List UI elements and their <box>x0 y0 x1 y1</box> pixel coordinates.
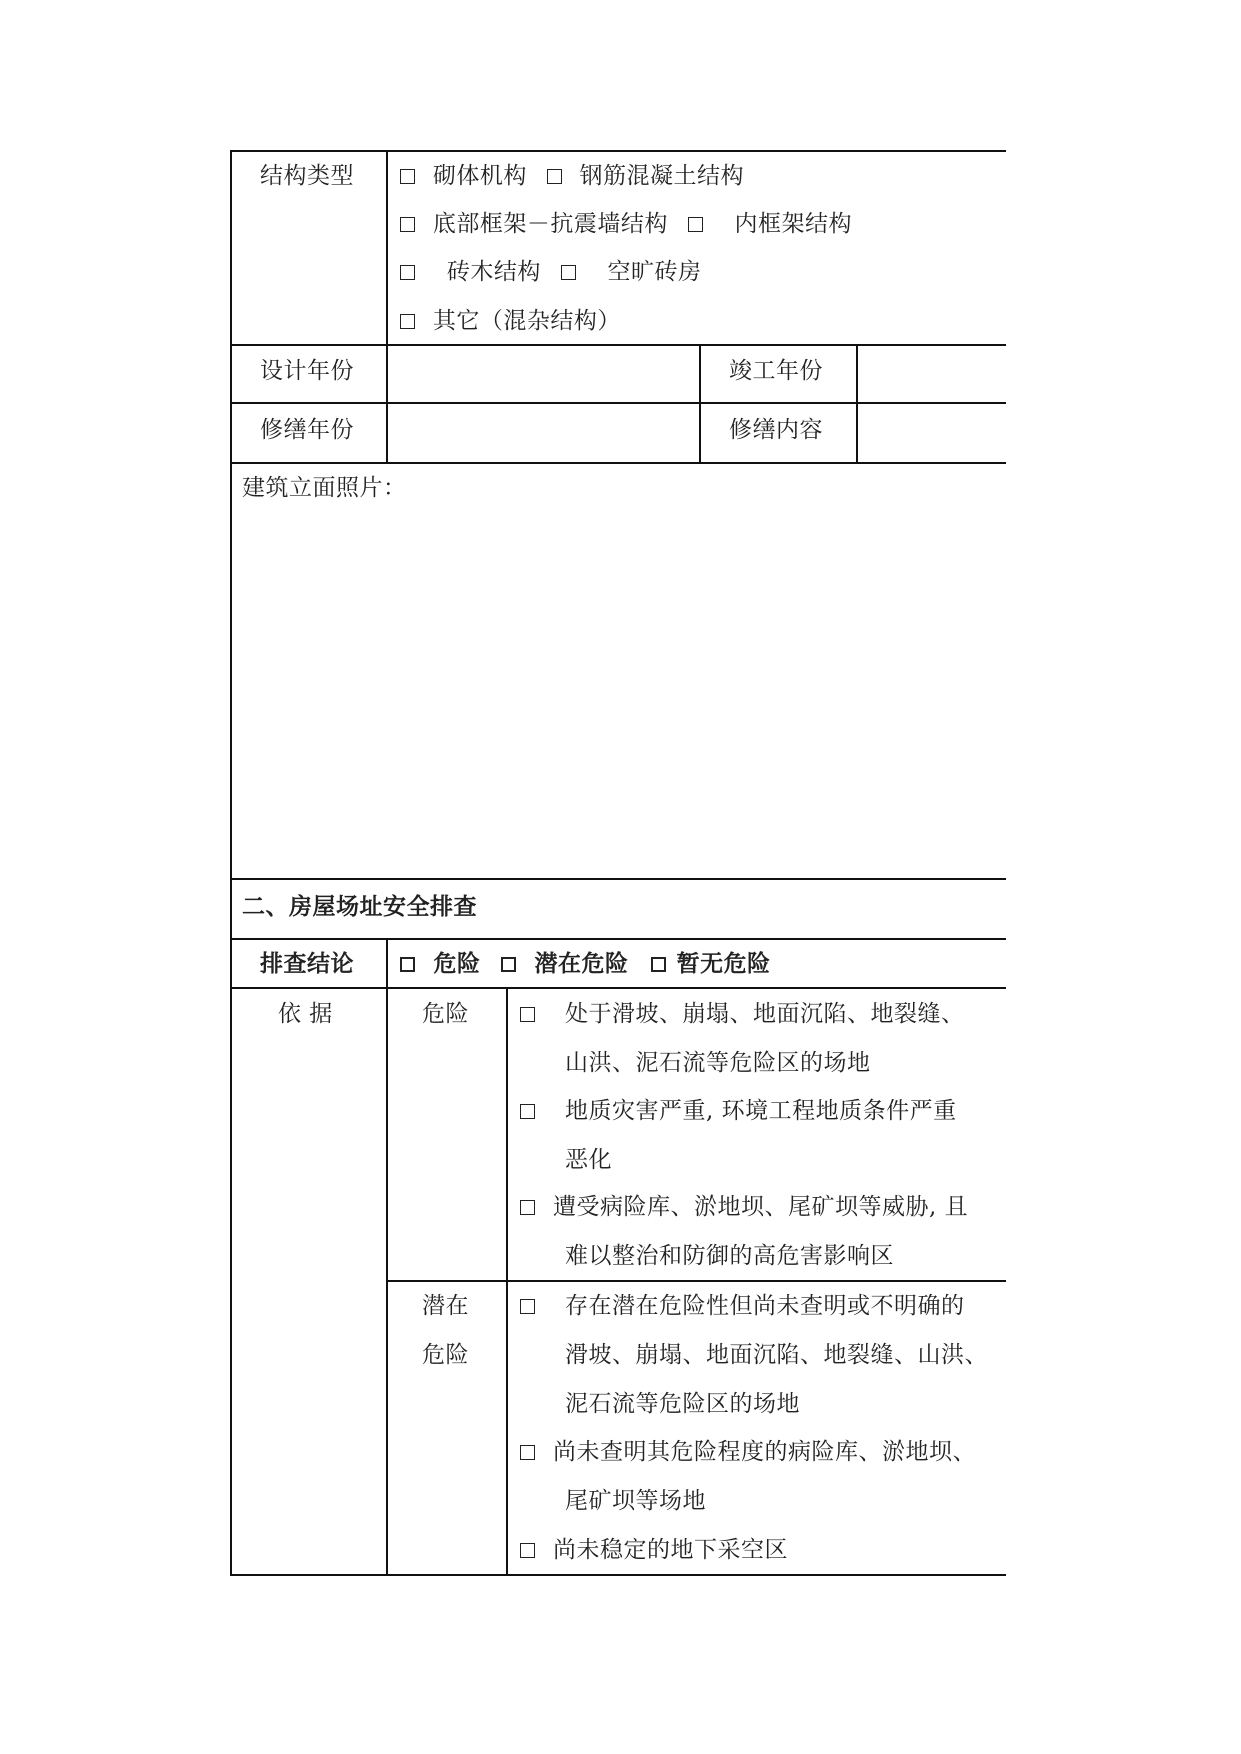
checkbox-danger-item-1[interactable] <box>520 1007 535 1022</box>
danger-item-3-line-1: 遭受病险库、淤地坝、尾矿坝等威胁, 且 <box>553 1194 969 1220</box>
danger-item-2-line-1: 地质灾害严重, 环境工程地质条件严重 <box>565 1098 957 1124</box>
design-year-label: 设计年份 <box>260 358 354 384</box>
table-rule-section-bottom <box>230 938 1006 940</box>
table-rule-danger-bottom <box>387 1280 1006 1282</box>
checkbox-potential-item-3[interactable] <box>520 1543 535 1558</box>
table-col-divider-2 <box>699 344 701 462</box>
checkbox-conclusion-none[interactable] <box>651 957 666 972</box>
checkbox-bottom-frame[interactable] <box>400 217 415 232</box>
checkbox-potential-item-2[interactable] <box>520 1445 535 1460</box>
option-inner-frame: 内框架结构 <box>734 211 852 237</box>
table-rule-bottom <box>230 1574 1006 1576</box>
table-rule-photo-bottom <box>230 878 1006 880</box>
danger-item-2-line-2: 恶化 <box>565 1147 612 1173</box>
potential-danger-label-line-2: 危险 <box>422 1342 469 1368</box>
checkbox-masonry[interactable] <box>400 169 415 184</box>
option-other-mixed: 其它（混杂结构） <box>432 308 621 334</box>
structure-type-label: 结构类型 <box>260 163 354 189</box>
checkbox-danger-item-2[interactable] <box>520 1104 535 1119</box>
danger-item-1-line-1: 处于滑坡、崩塌、地面沉陷、地裂缝、 <box>565 1001 965 1027</box>
option-brick-wood: 砖木结构 <box>446 259 541 285</box>
completion-year-label: 竣工年份 <box>729 358 823 384</box>
repair-content-label: 修缮内容 <box>729 417 823 443</box>
table-col-divider-4 <box>506 987 508 1576</box>
option-open-brick-house: 空旷砖房 <box>607 259 702 285</box>
potential-item-2-line-2: 尾矿坝等场地 <box>565 1488 706 1514</box>
checkbox-brick-wood[interactable] <box>400 265 415 280</box>
checkbox-other-mixed[interactable] <box>400 314 415 329</box>
table-rule-structure-bottom <box>230 344 1006 346</box>
option-conclusion-danger: 危险 <box>433 950 481 977</box>
table-rule-design-bottom <box>230 402 1006 404</box>
table-rule-conclusion-bottom <box>230 987 1006 989</box>
table-col-divider-3 <box>856 344 858 462</box>
danger-item-3-line-2: 难以整治和防御的高危害影响区 <box>565 1243 894 1269</box>
option-masonry: 砌体机构 <box>432 163 527 189</box>
option-conclusion-potential: 潜在危险 <box>534 950 629 977</box>
potential-danger-label-line-1: 潜在 <box>422 1293 469 1319</box>
potential-item-1-line-2: 滑坡、崩塌、地面沉陷、地裂缝、山洪、 <box>565 1342 988 1368</box>
option-bottom-frame: 底部框架－抗震墙结构 <box>432 211 668 237</box>
option-reinforced-concrete: 钢筋混凝土结构 <box>579 163 744 189</box>
checkbox-conclusion-potential[interactable] <box>501 957 516 972</box>
checkbox-danger-item-3[interactable] <box>520 1200 535 1215</box>
potential-item-1-line-3: 泥石流等危险区的场地 <box>565 1391 800 1417</box>
structure-option-row-4 <box>400 307 621 335</box>
checkbox-inner-frame[interactable] <box>688 217 703 232</box>
basis-label: 依 据 <box>278 1001 333 1027</box>
checkbox-conclusion-danger[interactable] <box>400 957 415 972</box>
structure-option-row-1 <box>400 162 744 190</box>
conclusion-options <box>400 950 771 978</box>
table-rule-repair-bottom <box>230 462 1006 464</box>
checkbox-open-brick-house[interactable] <box>561 265 576 280</box>
danger-item-1-line-2: 山洪、泥石流等危险区的场地 <box>565 1050 871 1076</box>
table-rule-top <box>230 150 1006 152</box>
table-col-divider-1 <box>386 150 388 462</box>
checkbox-reinforced-concrete[interactable] <box>547 169 562 184</box>
potential-item-1-line-1: 存在潜在危险性但尚未查明或不明确的 <box>565 1293 965 1319</box>
structure-option-row-3 <box>400 258 701 286</box>
danger-label: 危险 <box>422 1001 469 1027</box>
potential-item-3-line-1: 尚未稳定的地下采空区 <box>553 1537 788 1563</box>
checkbox-potential-item-1[interactable] <box>520 1299 535 1314</box>
table-col-divider-1b <box>386 938 388 1576</box>
option-conclusion-none: 暂无危险 <box>676 950 771 977</box>
site-section-title: 二、房屋场址安全排查 <box>242 893 477 920</box>
facade-photo-label: 建筑立面照片： <box>242 475 407 501</box>
conclusion-label: 排查结论 <box>260 950 354 977</box>
repair-year-label: 修缮年份 <box>260 417 354 443</box>
table-border-left <box>230 150 232 1576</box>
structure-option-row-2 <box>400 210 852 238</box>
potential-item-2-line-1: 尚未查明其危险程度的病险库、淤地坝、 <box>553 1439 976 1465</box>
